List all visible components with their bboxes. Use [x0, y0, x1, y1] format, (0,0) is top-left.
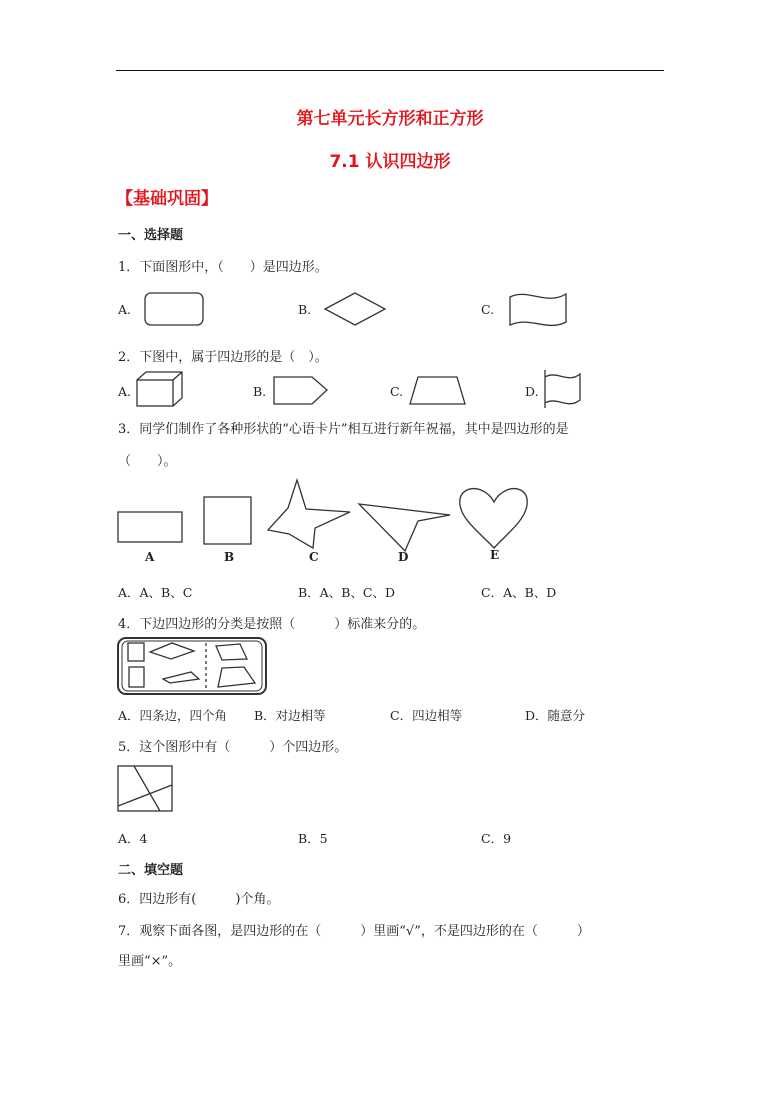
question-4: 4．下边四边形的分类是按照（ ）标准来分的。 [118, 617, 426, 632]
q1-option-c: C. [481, 302, 495, 317]
question-1: 1．下面图形中，（ ）是四边形。 [118, 260, 328, 275]
question-7-continued: 里画“×”。 [118, 954, 182, 969]
part1-heading: 一、选择题 [118, 228, 184, 243]
q4-option-b: B．对边相等 [254, 708, 326, 723]
part2-heading: 二、填空题 [118, 863, 184, 878]
q3-label-a: A [145, 550, 155, 564]
q3-option-b: B．A、B、C、D [298, 585, 395, 600]
q3-option-c: C．A、B、D [481, 585, 557, 600]
q3-label-e: E [490, 548, 500, 562]
q5-option-b: B．5 [298, 831, 328, 846]
question-2: 2．下图中，属于四边形的是（ ）。 [118, 350, 328, 365]
question-5: 5．这个图形中有（ ）个四边形。 [118, 740, 348, 755]
question-3-continued: （ ）。 [118, 454, 177, 469]
page-subtitle: 7.1 认识四边形 [329, 152, 451, 172]
page-title: 第七单元长方形和正方形 [296, 109, 484, 129]
question-3: 3．同学们制作了各种形状的“心语卡片”相互进行新年祝福，其中是四边形的是 [118, 422, 569, 437]
q2-option-a: A. [118, 384, 132, 399]
q3-label-b: B [224, 550, 235, 564]
q3-label-d: D [398, 550, 409, 564]
q4-option-a: A．四条边，四个角 [118, 708, 228, 723]
q3-option-a: A．A、B、C [118, 585, 193, 600]
q1-option-a: A. [118, 302, 132, 317]
question-6: 6．四边形有( )个角。 [118, 892, 280, 907]
q5-option-a: A．4 [118, 831, 148, 846]
q2-option-d: D. [525, 384, 539, 399]
q3-label-c: C [309, 550, 319, 564]
section-heading: 【基础巩固】 [116, 189, 218, 209]
q2-option-b: B. [253, 384, 267, 399]
question-7: 7．观察下面各图，是四边形的在（ ）里画“√”，不是四边形的在（ ） [118, 924, 590, 939]
q5-option-c: C．9 [481, 831, 512, 846]
q4-option-c: C．四边相等 [390, 708, 463, 723]
q1-option-b: B. [298, 302, 312, 317]
q4-option-d: D．随意分 [525, 708, 586, 723]
q2-option-c: C. [390, 384, 404, 399]
